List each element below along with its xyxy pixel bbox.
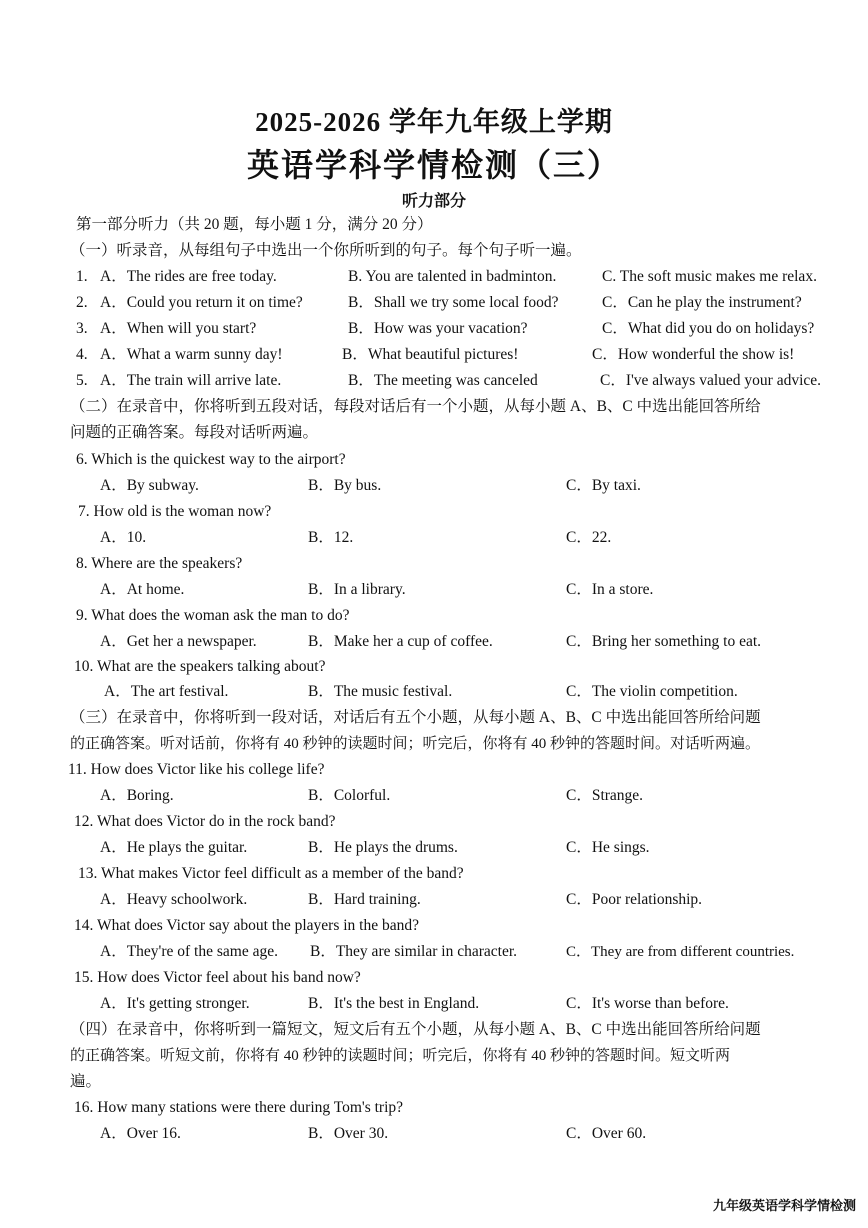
title-line-1: 2025-2026 学年九年级上学期 <box>255 107 613 137</box>
sec1-item-2-c: C．Can he play the instrument? <box>602 294 802 311</box>
q16-question: 16. How many stations were there during Tom's trip? <box>74 1099 404 1116</box>
q11-question: 11. How does Victor like his college life? <box>68 761 325 778</box>
q9-option-b: B．Make her a cup of coffee. <box>308 633 493 650</box>
sec1-item-5-a: A．The train will arrive late. <box>100 372 282 389</box>
q16-option-b: B．Over 30. <box>308 1125 389 1142</box>
sec2-instruction-1: （二）在录音中，你将听到五段对话，每段对话后有一个小题，从每小题 A、B、C 中选出能回答所给 <box>70 398 761 415</box>
q6-option-c: C．By taxi. <box>566 477 641 494</box>
q10-option-a: A．The art festival. <box>104 683 229 700</box>
q12-question: 12. What does Victor do in the rock band? <box>74 813 336 830</box>
q12-option-b: B．He plays the drums. <box>308 839 458 856</box>
sec1-item-5-num: 5. <box>76 372 88 389</box>
sec1-item-4-b: B．What beautiful pictures! <box>342 346 519 363</box>
q8-option-b: B．In a library. <box>308 581 406 598</box>
sec1-item-2-num: 2. <box>76 294 88 311</box>
part1-heading: 第一部分听力（共 20 题，每小题 1 分，满分 20 分） <box>76 216 433 233</box>
q7-option-b: B．12. <box>308 529 354 546</box>
q13-question: 13. What makes Victor feel difficult as a member of the band? <box>78 865 464 882</box>
sec1-item-4-c: C．How wonderful the show is! <box>592 346 795 363</box>
q10-question: 10. What are the speakers talking about? <box>74 658 326 675</box>
q7-option-c: C．22. <box>566 529 612 546</box>
sec4-instruction-1: （四）在录音中，你将听到一篇短文，短文后有五个小题，从每小题 A、B、C 中选出能回答所给问题 <box>70 1021 761 1038</box>
q9-option-c: C．Bring her something to eat. <box>566 633 762 650</box>
sec1-item-1-b: B. You are talented in badminton. <box>348 268 557 285</box>
q15-option-c: C．It's worse than before. <box>566 995 729 1012</box>
q13-option-c: C．Poor relationship. <box>566 891 703 908</box>
sec1-item-5-b: B．The meeting was canceled <box>348 372 538 389</box>
q8-question: 8. Where are the speakers? <box>76 555 243 572</box>
sec1-item-4-a: A．What a warm sunny day! <box>100 346 283 363</box>
q12-option-a: A．He plays the guitar. <box>100 839 248 856</box>
q11-option-b: B．Colorful. <box>308 787 391 804</box>
q8-option-a: A．At home. <box>100 581 185 598</box>
q14-option-b: B．They are similar in character. <box>310 943 518 960</box>
sec1-item-1-c: C. The soft music makes me relax. <box>602 268 817 285</box>
page-footer: 九年级英语学科学情检测 <box>712 1198 856 1213</box>
q11-option-a: A．Boring. <box>100 787 174 804</box>
q14-option-a: A．They're of the same age. <box>100 943 278 960</box>
sec1-item-3-num: 3. <box>76 320 88 337</box>
q14-question: 14. What does Victor say about the players in the band? <box>74 917 420 934</box>
q15-question: 15. How does Victor feel about his band now? <box>74 969 361 986</box>
sec1-item-5-c: C．I've always valued your advice. <box>600 372 822 389</box>
q10-option-c: C．The violin competition. <box>566 683 738 700</box>
q6-option-a: A．By subway. <box>100 477 199 494</box>
sec4-instruction-2: 的正确答案。听短文前，你将有 40 秒钟的读题时间；听完后，你将有 40 秒钟的答题时间。短文听两 <box>70 1048 731 1064</box>
q7-option-a: A．10. <box>100 529 147 546</box>
sec2-instruction-2: 问题的正确答案。每段对话听两遍。 <box>70 424 319 441</box>
q16-option-c: C．Over 60. <box>566 1125 647 1142</box>
sec1-item-2-b: B．Shall we try some local food? <box>348 294 559 311</box>
q8-option-c: C．In a store. <box>566 581 654 598</box>
q9-option-a: A．Get her a newspaper. <box>100 633 257 650</box>
q15-option-b: B．It's the best in England. <box>308 995 480 1012</box>
q9-question: 9. What does the woman ask the man to do? <box>76 607 350 624</box>
sec1-instruction: （一）听录音，从每组句子中选出一个你所听到的句子。每个句子听一遍。 <box>70 242 582 259</box>
q6-option-b: B．By bus. <box>308 477 382 494</box>
sec3-instruction-1: （三）在录音中，你将听到一段对话，对话后有五个小题，从每小题 A、B、C 中选出能回答所给问题 <box>70 709 761 726</box>
q7-question: 7. How old is the woman now? <box>78 503 272 520</box>
sec1-item-4-num: 4. <box>76 346 88 363</box>
q15-option-a: A．It's getting stronger. <box>100 995 250 1012</box>
q12-option-c: C．He sings. <box>566 839 650 856</box>
sec1-item-1-num: 1. <box>76 268 88 285</box>
sec3-instruction-2: 的正确答案。听对话前，你将有 40 秒钟的读题时间；听完后，你将有 40 秒钟的答题时间。对话听两遍。 <box>70 736 761 752</box>
sec1-item-3-a: A．When will you start? <box>100 320 257 337</box>
sec1-item-3-c: C．What did you do on holidays? <box>602 320 815 337</box>
q13-option-a: A．Heavy schoolwork. <box>100 891 248 908</box>
section-subtitle: 听力部分 <box>401 193 466 210</box>
q6-question: 6. Which is the quickest way to the airport? <box>76 451 346 468</box>
sec4-instruction-3: 遍。 <box>70 1073 102 1090</box>
sec1-item-1-a: A．The rides are free today. <box>100 268 277 285</box>
sec1-item-3-b: B．How was your vacation? <box>348 320 528 337</box>
q10-option-b: B．The music festival. <box>308 683 453 700</box>
q14-option-c: C．They are from different countries. <box>566 944 795 960</box>
q13-option-b: B．Hard training. <box>308 891 421 908</box>
q16-option-a: A．Over 16. <box>100 1125 181 1142</box>
sec1-item-2-a: A．Could you return it on time? <box>100 294 303 311</box>
q11-option-c: C．Strange. <box>566 787 644 804</box>
title-line-2: 英语学科学情检测（三） <box>246 147 621 183</box>
